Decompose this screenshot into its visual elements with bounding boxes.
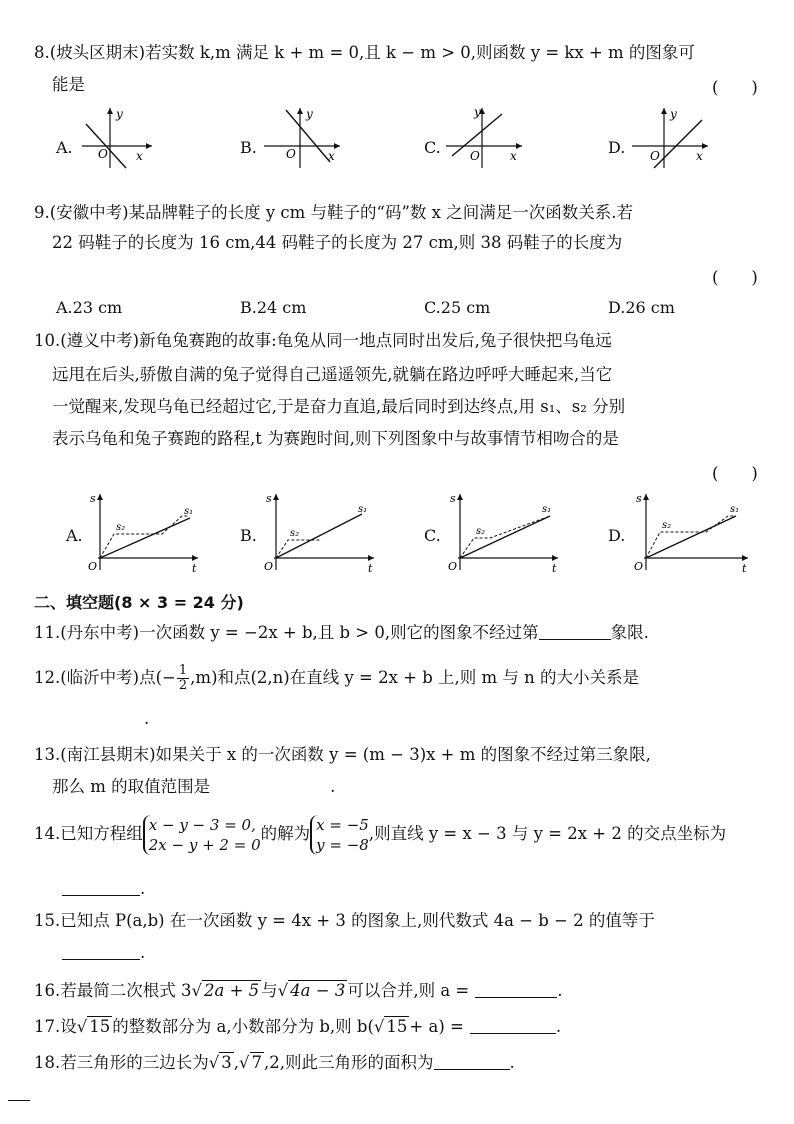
q14-line1 <box>34 812 726 856</box>
q10-line3: 一觉醒来,发现乌龟已经超过它,于是奋力直追,最后同时到达终点,用 s₁、s₂ 分别 <box>52 397 626 416</box>
q8b-x-label: x <box>328 149 335 163</box>
q11-line <box>34 622 649 644</box>
q9-option-c: C.25 cm <box>424 298 491 317</box>
q10-graph-b <box>262 490 382 574</box>
q14-blank[interactable] <box>62 879 140 896</box>
q17-end: . <box>555 1017 562 1036</box>
q16-sqrt-sign-2: √ <box>277 981 289 1000</box>
q13-end: . <box>330 777 336 796</box>
q10-option-b-label: B. <box>240 526 257 545</box>
q10b-s1-label: s₁ <box>358 504 368 515</box>
q10-line4: 表示乌龟和兔子赛跑的路程,t 为赛跑时间,则下列图象中与故事情节相吻合的是 <box>52 429 619 448</box>
q10-graph-a <box>86 490 206 574</box>
q13-line1: 13.(南江县期末)如果关于 x 的一次函数 y = (m − 3)x + m 的图象不经过第三象限, <box>34 745 651 764</box>
q16-sqrt-sign-1: √ <box>191 981 202 1000</box>
q11-blank[interactable] <box>539 623 611 640</box>
q12-line1 <box>34 664 639 693</box>
q12-blank[interactable] <box>52 710 144 726</box>
q8b-y-label: y <box>306 107 313 121</box>
q8-graph-a <box>80 106 170 170</box>
q18-blank[interactable] <box>434 1053 510 1070</box>
q16-line <box>34 980 562 1002</box>
q9-option-d: D.26 cm <box>608 298 675 317</box>
q10a-s2-label: s₂ <box>116 522 126 533</box>
q10-line2: 远甩在后头,骄傲自满的兔子觉得自己遥遥领先,就躺在路边呼呼大睡起来,当它 <box>52 365 613 384</box>
q14-pre: 14.已知方程组 <box>34 824 143 843</box>
q15-blank[interactable] <box>62 943 140 960</box>
q14-line2 <box>62 878 145 900</box>
q12-fraction <box>177 664 189 693</box>
q10a-s1-label: s₁ <box>184 506 194 517</box>
q9-line2: 22 码鞋子的长度为 16 cm,44 码鞋子的长度为 27 cm,则 38 码鞋子的长度为 <box>52 233 623 252</box>
q10-graph-d <box>632 490 762 574</box>
q11-after: 象限. <box>610 623 649 642</box>
q14-eq2: 2x − y + 2 = 0 <box>148 835 261 854</box>
q10-graph-c <box>446 490 566 574</box>
q14-sol2: y = −8 <box>316 835 369 854</box>
q8-graph-d <box>630 106 720 170</box>
q18-pre: 18.若三角形的三边长为 <box>34 1053 209 1072</box>
q14-end: . <box>140 879 146 898</box>
q10d-s-label: s <box>636 492 642 505</box>
q8d-origin: O <box>650 149 660 163</box>
q10a-t-label: t <box>192 562 197 575</box>
q8a-origin: O <box>98 147 108 161</box>
q10-option-d-label: D. <box>608 526 626 545</box>
q10c-t-label: t <box>552 562 557 575</box>
q16-post: 可以合并,则 a = <box>347 981 470 1000</box>
q10c-origin: O <box>448 560 458 573</box>
q8d-y-label: y <box>670 107 677 121</box>
q18-radicand-2: 7 <box>251 1053 263 1072</box>
q10c-s-label: s <box>450 492 456 505</box>
q12-frac-num: 1 <box>178 663 188 678</box>
q9-option-a: A.23 cm <box>56 298 123 317</box>
q8d-x-label: x <box>696 149 703 163</box>
q8-line1: 8.(坡头区期末)若实数 k,m 满足 k + m = 0,且 k − m > 0,则函数 y = kx + m 的图象可 <box>34 43 695 62</box>
q10d-s1-label: s₁ <box>730 504 740 515</box>
q8-option-d-label: D. <box>608 138 626 157</box>
q8-graph-b <box>262 106 352 170</box>
q10-line1: 10.(遵义中考)新龟兔赛跑的故事:龟兔从同一地点同时出发后,兔子很快把乌龟远 <box>34 331 612 350</box>
q12-frac-den: 2 <box>178 678 188 693</box>
q14-solution <box>310 815 369 855</box>
q14-mid: 的解为 <box>260 824 311 843</box>
q10c-s1-label: s₁ <box>542 504 552 515</box>
section-2-heading: 二、填空题(8 × 3 = 24 分) <box>34 593 244 612</box>
q10d-origin: O <box>634 560 644 573</box>
q10a-s-label: s <box>90 492 96 505</box>
q17-radicand-1: 15 <box>89 1017 111 1036</box>
q12-pre: 12.(临沂中考)点 <box>34 668 156 687</box>
q18-sep2: ,2,则此三角形的面积为 <box>264 1053 434 1072</box>
q12-end: . <box>144 709 150 728</box>
q8-option-a-label: A. <box>56 138 73 157</box>
q8a-x-label: x <box>136 149 143 163</box>
q14-post: ,则直线 y = x − 3 与 y = 2x + 2 的交点坐标为 <box>368 824 727 843</box>
q12-line2 <box>52 708 149 730</box>
q10-option-a-label: A. <box>66 526 83 545</box>
q15-end: . <box>140 943 146 962</box>
q8-line2: 能是 <box>52 75 85 94</box>
q18-sqrt-sign-1: √ <box>208 1053 220 1072</box>
q8-answer-paren: ( ) <box>712 78 758 97</box>
q12-point1-close: ,m) <box>190 668 218 687</box>
q15-line1: 15.已知点 P(a,b) 在一次函数 y = 4x + 3 的图象上,则代数式 4a − b − 2 的值等于 <box>34 911 655 930</box>
q17-sqrt-sign-2: √ <box>373 1017 385 1036</box>
q8-graph-c <box>444 106 534 170</box>
q10a-origin: O <box>88 560 98 573</box>
footer-rule <box>8 1100 30 1101</box>
q13-line2-text: 那么 m 的取值范围是 <box>52 777 211 796</box>
q11-text: 11.(丹东中考)一次函数 y = −2x + b,且 b > 0,则它的图象不经过第 <box>34 623 539 642</box>
q17-pre: 17.设 <box>34 1017 77 1036</box>
q12-point1-open: (− <box>155 668 176 687</box>
q14-sol1: x = −5 <box>316 815 369 834</box>
q10-answer-paren: ( ) <box>712 464 758 483</box>
q16-blank[interactable] <box>475 981 557 998</box>
q16-mid: 与 <box>261 981 278 1000</box>
q13-blank[interactable] <box>210 778 330 794</box>
q8c-y-label: y <box>474 105 481 119</box>
q8c-x-label: x <box>510 149 517 163</box>
q10-option-c-label: C. <box>424 526 441 545</box>
q16-radicand-1: 2a + 5 <box>204 981 260 1000</box>
q9-line1: 9.(安徽中考)某品牌鞋子的长度 y cm 与鞋子的“码”数 x 之间满足一次函数关系.若 <box>34 203 633 222</box>
q8c-origin: O <box>470 149 480 163</box>
q10d-s2-label: s₂ <box>662 520 672 531</box>
q10b-s-label: s <box>266 492 272 505</box>
q17-radicand-2: 15 <box>386 1017 408 1036</box>
q10b-origin: O <box>264 560 274 573</box>
q17-line <box>34 1016 561 1038</box>
q17-blank[interactable] <box>470 1017 556 1034</box>
q8a-y-label: y <box>116 107 123 121</box>
q8-option-c-label: C. <box>424 138 441 157</box>
q18-line <box>34 1052 515 1074</box>
q16-radicand-2: 4a − 3 <box>290 981 346 1000</box>
q12-mid: 和点(2,n)在直线 y = 2x + b 上,则 m 与 n 的大小关系是 <box>217 668 640 687</box>
q9-option-b: B.24 cm <box>240 298 307 317</box>
q10b-s2-label: s₂ <box>290 528 300 539</box>
q17-sqrt-sign-1: √ <box>76 1017 88 1036</box>
q8-option-b-label: B. <box>240 138 257 157</box>
q18-sqrt-sign-2: √ <box>239 1053 250 1072</box>
q10d-t-label: t <box>742 562 747 575</box>
q18-sep1: , <box>233 1053 240 1072</box>
q10b-t-label: t <box>368 562 373 575</box>
q15-line2 <box>62 942 145 964</box>
q14-eq1: x − y − 3 = 0, <box>148 815 256 834</box>
q10c-s2-label: s₂ <box>476 526 486 537</box>
q17-mid: 的整数部分为 a,小数部分为 b,则 b( <box>112 1017 374 1036</box>
q14-system <box>143 815 261 855</box>
q16-end: . <box>557 981 563 1000</box>
q16-pre: 16.若最简二次根式 3 <box>34 981 192 1000</box>
q17-post: + a) = <box>409 1017 464 1036</box>
q9-answer-paren: ( ) <box>712 268 758 287</box>
q8b-origin: O <box>286 147 296 161</box>
q13-line2 <box>52 776 335 798</box>
q18-radicand-1: 3 <box>221 1053 232 1072</box>
q18-end: . <box>509 1053 515 1072</box>
